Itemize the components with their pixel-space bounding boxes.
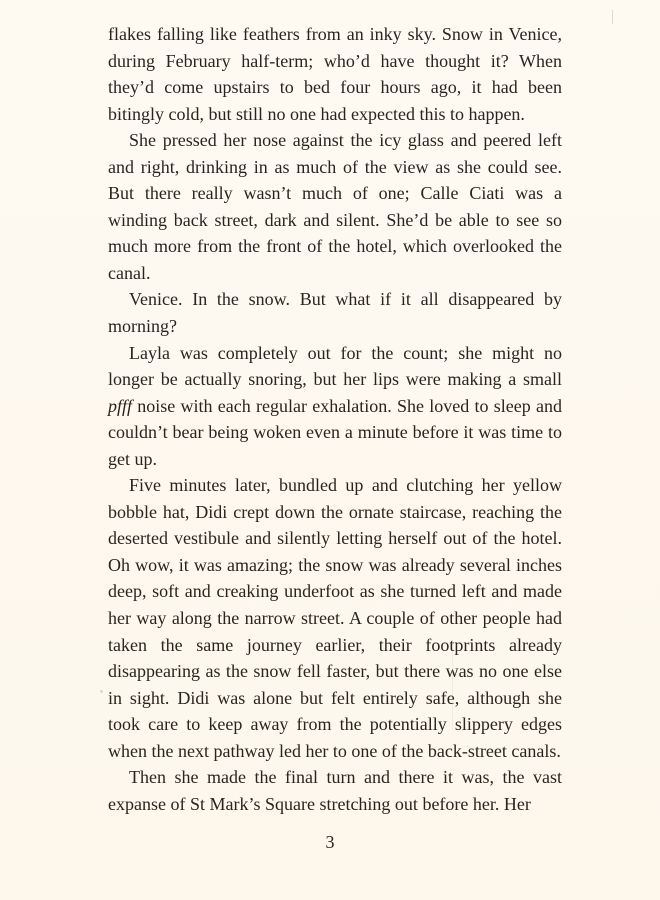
scan-speck <box>452 640 453 730</box>
scan-speck <box>612 10 613 24</box>
paragraph-4-after: noise with each regular exhalation. She loved to sleep and couldn’t bear being woken even a minute before it was time to get up. <box>108 395 562 469</box>
paragraph-4 <box>108 340 562 473</box>
paragraph-3: Venice. In the snow. But what if it all disappeared by morning? <box>108 289 562 337</box>
paragraph-5: Five minutes later, bundled up and clutching her yellow bobble hat, Didi crept down the ornate staircase, reaching the deserted vestibule and silently letting herself out of the hotel. Oh wow, it was amazing; the snow was already several inches deep, soft and creaking underfoot as she turned left and made her way along the narrow street. A couple of other people had taken the same journey earlier, their footprints already disappearing as the snow fell faster, but there was no one else in sight. Didi was alone but felt entirely safe, although she took care to keep away from the potentially slippery edges when the next pathway led her to one of the back-street canals. <box>108 475 562 761</box>
paragraph-4-before: Layla was completely out for the count; she might no longer be actually snoring, but her lips were making a small <box>108 342 562 390</box>
scan-speck <box>100 690 103 693</box>
paragraph-6: Then she made the final turn and there it was, the vast expanse of St Mark’s Square stretching out before her. Her <box>108 767 562 814</box>
paragraph-2: She pressed her nose against the icy glass and peered left and right, drinking in as much of the view as she could see. But there really wasn’t much of one; Calle Ciati was a winding back street, dark and silent. She’d be able to see so much more from the front of the hotel, which overlooked the canal. <box>108 130 562 283</box>
body-text <box>108 21 562 817</box>
paragraph-1: flakes falling like feathers from an inky sky. Snow in Venice, during February half-term; who’d have thought it? When they’d come upstairs to bed four hours ago, it had been bitingly cold, but still no one had expected this to happen. <box>108 24 562 124</box>
paragraph-4-emphasis: pfff <box>108 395 133 416</box>
page-number: 3 <box>325 832 335 852</box>
